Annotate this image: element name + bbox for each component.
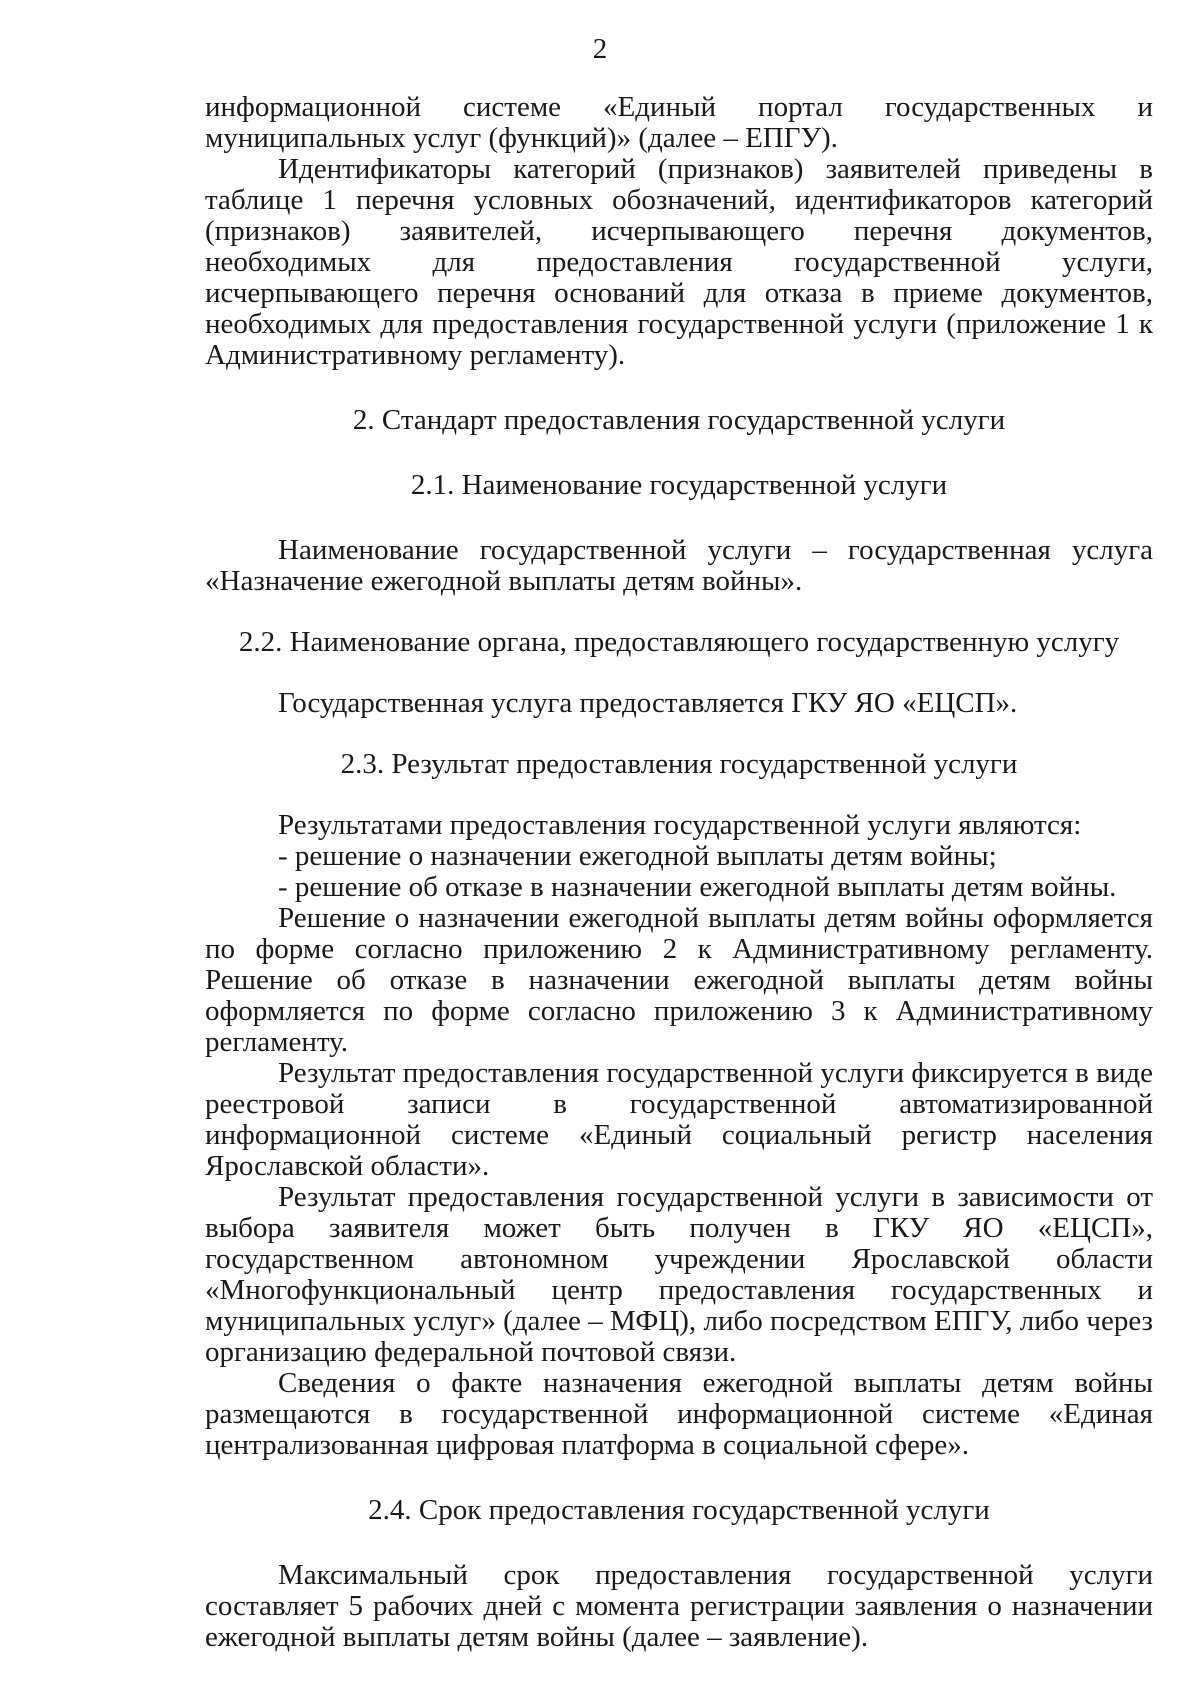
section-2-3-paragraph-registry: Результат предоставления государственной услуги фиксируется в виде реестровой записи в государственной автоматизированной информационной системе «Единый социальный регистр населения Ярославской области». xyxy=(205,1057,1153,1182)
page-number: 2 xyxy=(592,33,608,65)
section-2-2-text: Государственная услуга предоставляется ГКУ ЯО «ЕЦСП». xyxy=(278,687,1018,719)
intro-identifiers-paragraph: Идентификаторы категорий (признаков) заявителей приведены в таблице 1 перечня условных обозначений, идентификаторов категорий (признаков) заявителей, исчерпывающего перечня документов, необходимых для предоставления государственной услуги, исчерпывающего перечня оснований для отказа в приеме документов, необходимых для предоставления государственной услуги (приложение 1 к Административному регламенту). xyxy=(205,153,1153,371)
section-2-3-heading: 2.3. Результат предоставления государственной услуги xyxy=(340,748,1018,780)
result-list-item: - решение о назначении ежегодной выплаты детям войны; xyxy=(278,840,997,872)
intro-continuation: информационной системе «Единый портал государственных и муниципальных услуг (функций)» (далее – ЕПГУ). xyxy=(205,91,1153,154)
section-2-heading: 2. Стандарт предоставления государственной услуги xyxy=(352,404,1006,436)
section-2-3-paragraph-platform: Сведения о факте назначения ежегодной выплаты детям войны размещаются в государственной информационной системе «Единая централизованная цифровая платформа в социальной сфере». xyxy=(205,1367,1153,1461)
section-2-2-heading: 2.2. Наименование органа, предоставляющего государственную услугу xyxy=(238,626,1120,658)
section-2-4-text: Максимальный срок предоставления государственной услуги составляет 5 рабочих дней с момента регистрации заявления о назначении ежегодной выплаты детям войны (далее – заявление). xyxy=(205,1559,1153,1653)
section-2-4-heading: 2.4. Срок предоставления государственной услуги xyxy=(368,1494,990,1526)
section-2-3-paragraph-receipt: Результат предоставления государственной услуги в зависимости от выбора заявителя может быть получен в ГКУ ЯО «ЕЦСП», государственном автономном учреждении Ярославской области «Многофункциональный центр предоставления государственных и муниципальных услуг» (далее – МФЦ), либо посредством ЕПГУ, либо через организацию федеральной почтовой связи. xyxy=(205,1181,1153,1368)
result-list-item: - решение об отказе в назначении ежегодной выплаты детям войны. xyxy=(278,871,1117,903)
section-2-3-intro: Результатами предоставления государственной услуги являются: xyxy=(278,809,1082,841)
document-body xyxy=(205,92,1153,1653)
section-2-1-text: Наименование государственной услуги – государственная услуга «Назначение ежегодной выплаты детям войны». xyxy=(205,534,1153,597)
section-2-1-heading: 2.1. Наименование государственной услуги xyxy=(410,469,948,501)
section-2-3-paragraph-forms: Решение о назначении ежегодной выплаты детям войны оформляется по форме согласно приложению 2 к Административному регламенту. Решение об отказе в назначении ежегодной выплаты детям войны оформляется по форме согласно приложению 3 к Административному регламенту. xyxy=(205,902,1153,1058)
